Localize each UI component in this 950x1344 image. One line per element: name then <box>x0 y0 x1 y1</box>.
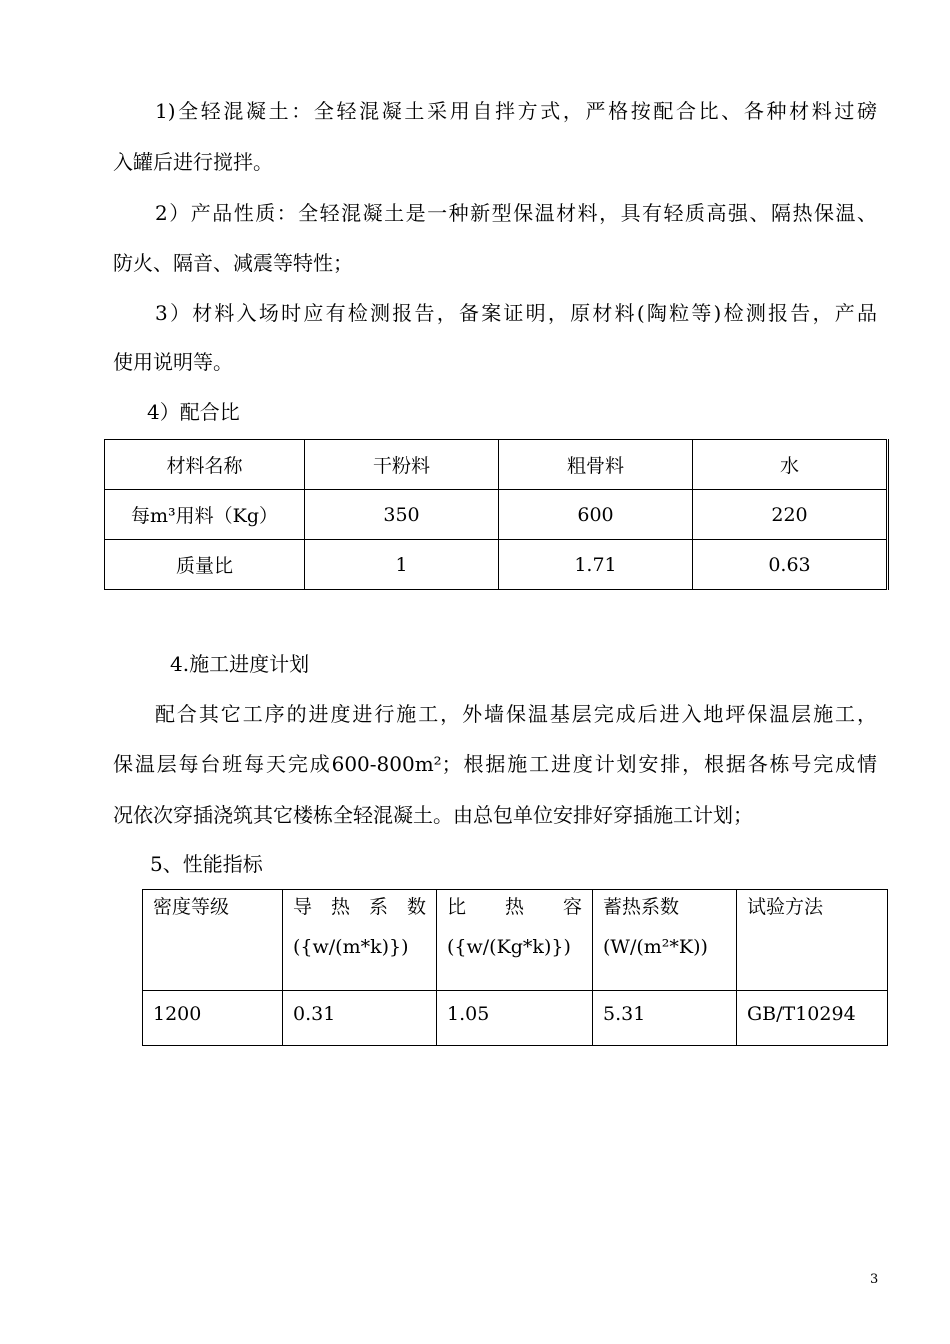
table-cell: 1 <box>305 540 499 590</box>
table-header-cell: 干粉料 <box>305 440 499 490</box>
table-cell: 350 <box>305 490 499 540</box>
table-header-cell <box>283 890 437 991</box>
header-text: 比 热 容 <box>447 896 582 918</box>
performance-table <box>142 889 888 1046</box>
table-header-row <box>105 440 888 490</box>
table-header-cell <box>593 890 737 991</box>
table-cell: 0.31 <box>283 991 437 1046</box>
mix-ratio-table <box>104 439 889 590</box>
paragraph-1-line-2: 入罐后进行搅拌。 <box>113 150 273 174</box>
header-text: 密度等级 <box>153 896 230 918</box>
table-row <box>143 991 888 1046</box>
table-header-cell <box>437 890 593 991</box>
section-5-heading: 5、性能指标 <box>150 852 263 876</box>
mix-ratio-label: 4）配合比 <box>147 400 240 424</box>
paragraph-2-line-2: 防火、隔音、减震等特性； <box>113 251 353 275</box>
header-unit: ({w/(m*k)}) <box>293 936 409 958</box>
section-4-line-3: 况依次穿插浇筑其它楼栋全轻混凝土。由总包单位安排好穿插施工计划； <box>113 803 753 827</box>
table-row <box>105 490 888 540</box>
paragraph-3-line-2: 使用说明等。 <box>113 350 233 374</box>
table-cell: 0.63 <box>693 540 888 590</box>
table-cell: 600 <box>499 490 693 540</box>
table-cell: 每m³用料（Kg） <box>105 490 305 540</box>
header-unit: (W/(m²*K)) <box>603 936 708 958</box>
section-4-line-2: 保温层每台班每天完成600-800m²；根据施工进度计划安排，根据各栋号完成情 <box>113 752 877 776</box>
table-cell: 5.31 <box>593 991 737 1046</box>
table-row <box>105 540 888 590</box>
table-header-cell <box>737 890 888 991</box>
section-4-heading: 4.施工进度计划 <box>170 652 310 676</box>
header-text: 导 热 系 数 <box>293 896 426 918</box>
table-cell: 1200 <box>143 991 283 1046</box>
paragraph-3-line-1: 3）材料入场时应有检测报告，备案证明，原材料(陶粒等)检测报告，产品 <box>155 301 877 325</box>
table-cell: 1.71 <box>499 540 693 590</box>
table-header-cell: 水 <box>693 440 888 490</box>
page-number: 3 <box>870 1272 879 1287</box>
table-header-cell: 材料名称 <box>105 440 305 490</box>
header-text: 试验方法 <box>747 896 824 918</box>
table-cell: 1.05 <box>437 991 593 1046</box>
table-cell: GB/T10294 <box>737 991 888 1046</box>
table-cell: 220 <box>693 490 888 540</box>
table-header-row <box>143 890 888 991</box>
table-cell: 质量比 <box>105 540 305 590</box>
header-text: 蓄热系数 <box>603 896 680 918</box>
table-header-cell <box>143 890 283 991</box>
section-4-line-1: 配合其它工序的进度进行施工，外墙保温基层完成后进入地坪保温层施工， <box>155 702 877 726</box>
header-unit: ({w/(Kg*k)}) <box>447 936 571 958</box>
paragraph-2-line-1: 2）产品性质：全轻混凝土是一种新型保温材料，具有轻质高强、隔热保温、 <box>155 201 877 225</box>
table-header-cell: 粗骨料 <box>499 440 693 490</box>
paragraph-1-line-1: 1)全轻混凝土：全轻混凝土采用自拌方式，严格按配合比、各种材料过磅 <box>155 99 877 123</box>
